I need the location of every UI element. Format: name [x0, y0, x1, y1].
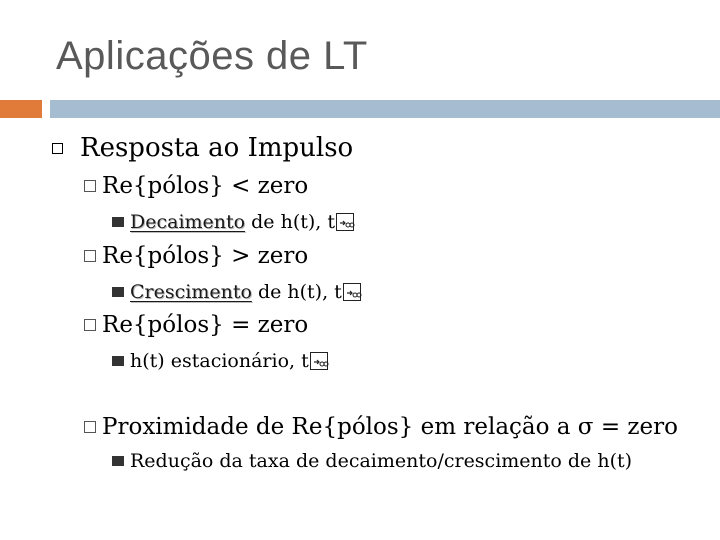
item-sub-1: Decaimento de h(t), t	[112, 211, 354, 233]
filled-bullet-icon	[112, 356, 124, 366]
item-sub-3: h(t) estacionário, t	[112, 350, 328, 372]
highlight-word: Crescimento	[130, 281, 252, 303]
item-heading-2: Re{pólos} > zero	[84, 243, 308, 269]
square-bullet-icon	[84, 319, 96, 331]
filled-bullet-icon	[112, 287, 124, 297]
arrow-to-infinity-icon	[310, 352, 328, 370]
slide-title: Aplicações de LT	[56, 34, 368, 78]
square-bullet-icon	[84, 180, 96, 192]
arrow-to-infinity-icon	[336, 213, 354, 231]
item-heading-4: Proximidade de Re{pólos} em relação a σ = zero	[84, 414, 678, 440]
highlight-word: Decaimento	[130, 211, 246, 233]
item-heading-1: Re{pólos} < zero	[84, 173, 308, 199]
item-sub-4: Redução da taxa de decaimento/crescimento de h(t)	[112, 450, 632, 472]
item-heading-3: Re{pólos} = zero	[84, 312, 308, 338]
square-bullet-icon	[84, 250, 96, 262]
filled-bullet-icon	[112, 456, 124, 466]
main-bullet-text: Resposta ao Impulso	[80, 133, 354, 163]
square-bullet-icon	[52, 143, 63, 154]
square-bullet-icon	[84, 421, 96, 433]
arrow-to-infinity-icon	[343, 283, 361, 301]
filled-bullet-icon	[112, 217, 124, 227]
accent-bar-orange	[0, 100, 42, 118]
accent-bar-blue	[50, 100, 720, 118]
item-sub-2: Crescimento de h(t), t	[112, 281, 361, 303]
